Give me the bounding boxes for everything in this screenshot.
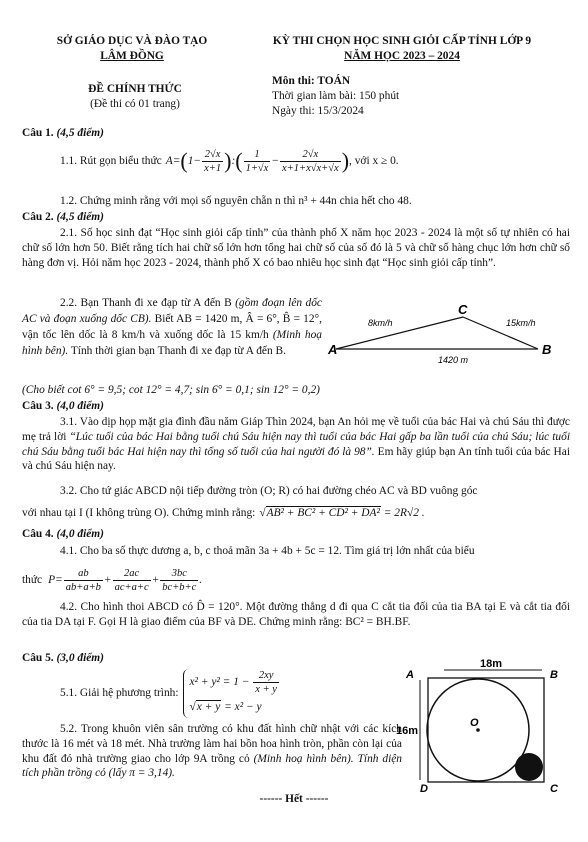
department-name [22, 34, 242, 64]
department-line-2: LÂM ĐỒNG [100, 49, 164, 62]
q2-hint: (Cho biết cot 6° = 9,5; cot 12° = 4,7; sin 6° = 0,1; sin 12° = 0,2) [22, 384, 320, 396]
exam-info [272, 74, 472, 118]
height-label: 16m [396, 725, 419, 737]
q2-part1: 2.1. Số học sinh đạt “Học sinh giỏi cấp tỉnh” của thành phố X năm học 2023 - 2024 là một số tự nhiên có hai chữ số lớn hơn 50. Biết rằng tích hai chữ số lớn hơn tổng hai chữ số của số đó là 5 và chữ số hàng chục lớn hơn chữ số hàng đơn vị. Hỏi năm học 2023 - 2024, thành phố X có bao nhiêu học sinh đạt “Học sinh giỏi cấp tỉnh”. [22, 227, 570, 269]
q2-part2: 2.2. Bạn Thanh đi xe đạp từ A đến B (gồm đoạn lên dốc AC và đoạn xuống dốc CB). Biết AB = 1420 m, Â = 6°, B̂ = 12°, vận tốc lên dốc là 8 km/h và xuống dốc là 15 km/h (Minh hoạ hình bên). Tính thời gian bạn Thanh đi xe đạp từ A đến B. [22, 297, 322, 357]
q4-heading: Câu 4. (4,0 điểm) [22, 528, 104, 540]
label-D2: D [420, 783, 428, 795]
q4-part2: 4.2. Cho hình thoi ABCD có D̂ = 120°. Một đường thẳng d đi qua C cắt tia đối của tia BA tại E và cắt tia đối của tia DA tại F. Gọi H là giao điểm của BF và DE. Chứng minh rằng: BC² = BH.BF. [22, 601, 570, 628]
q4-part1: 4.1. Cho ba số thực dương a, b, c thoả mãn 3a + 4b + 5c = 12. Tìm giá trị lớn nhất của biểu [60, 545, 475, 557]
q4-expression-row: thức P= $\frac{ab}{ab+a+b}$ + $\frac{2ac}{ac+a+c}$ + $\frac{3bc}{bc+b+c}$ . [22, 567, 203, 593]
label-B2: B [550, 669, 558, 681]
label-C2: C [550, 783, 558, 795]
end-mark: ------ Hết ------ [259, 793, 329, 805]
subject: Môn thi: TOÁN [272, 75, 351, 87]
label-A2: A [406, 669, 414, 681]
speed-down: 15km/h [506, 318, 536, 328]
q5-system: x² + y² = 1 − $\frac{2xy}{x + y}$ √x + y = x² − y [183, 669, 280, 718]
pages-note: (Đề thi có 01 trang) [90, 97, 180, 110]
small-flowerbed [515, 753, 543, 781]
slope-figure [328, 304, 568, 370]
q3-part2: 3.2. Cho tứ giác ABCD nội tiếp đường tròn (O; R) có hai đường chéo AC và BD vuông góc [60, 485, 478, 497]
garden-figure [396, 658, 564, 800]
q1-part2: 1.2. Chứng minh rằng với mọi số nguyên chẵn n thì n³ + 44n chia hết cho 48. [60, 195, 412, 207]
q4-expression: P= $\frac{ab}{ab+a+b}$ + $\frac{2ac}{ac+a+c}$ + $\frac{3bc}{bc+b+c}$ . [48, 567, 203, 593]
q1-part1-label: 1.1. Rút gọn biểu thức [60, 154, 162, 167]
q1-part1 [60, 144, 560, 178]
label-C: C [458, 302, 468, 317]
q3-identity: √AB² + BC² + CD² + DA² = 2R√2 . [259, 506, 425, 519]
q5-part1: 5.1. Giải hệ phương trình: x² + y² = 1 − $\frac{2xy}{x + y}$ √x + y = x² − y [60, 668, 400, 718]
exam-title [232, 34, 572, 64]
official-label: ĐỀ CHÍNH THỨC [88, 83, 182, 95]
label-B: B [542, 342, 552, 357]
label-A: A [328, 342, 338, 357]
q5-part2: 5.2. Trong khuôn viên sân trường có khu đất hình chữ nhật với các kích thước là 16 mét và 18 mét. Nhà trường làm hai bồn hoa hình tròn, phần còn lại của khu đất đó nhà trường giao cho lớp 9A trồng cỏ (Minh hoạ hình bên). Tính diện tích phần trồng cỏ (lấy π = 3,14). [22, 723, 402, 780]
q3-part1: 3.1. Vào dịp họp mặt gia đình đầu năm Giáp Thìn 2024, bạn An hỏi mẹ về tuổi của bác Hai và chú Sáu thì được mẹ trả lời “Lúc tuổi của bác Hai bằng tuổi chú Sáu hiện nay thì tuổi của bác Hai gấp ba lần tuổi của chú Sáu; lúc tuổi chú Sáu bằng tuổi bác Hai hiện nay thì tổng số tuổi của hai người đó là 98”. Em hãy giúp bạn An tính tuổi của bác Hai và chú Sáu hiện nay. [22, 416, 570, 473]
q3-part2-cont: với nhau tại I (I không trùng O). Chứng minh rằng: √AB² + BC² + CD² + DA² = 2R√2 . [22, 506, 425, 519]
exam-title-line-2: NĂM HỌC 2023 – 2024 [344, 49, 460, 62]
width-label: 18m [480, 658, 503, 670]
exam-date: Ngày thi: 15/3/2024 [272, 104, 364, 117]
official-block [50, 82, 220, 112]
q5-heading: Câu 5. (3,0 điểm) [22, 652, 104, 664]
base-length: 1420 m [438, 355, 469, 365]
q2-heading: Câu 2. (4,5 điểm) [22, 211, 104, 223]
q1-condition: , với x ≥ 0. [349, 154, 399, 167]
q1-expression: A=(1− $\frac{2√x}{x+1}$ ):( $\frac{1}{1+√x}$ − $\frac{2√x}{x+1+x√x+√x}$ ) [165, 147, 350, 174]
speed-up: 8km/h [368, 318, 393, 328]
exam-title-line-1: KỲ THI CHỌN HỌC SINH GIỎI CẤP TỈNH LỚP 9 [272, 35, 532, 47]
q1-heading: Câu 1. (4,5 điểm) [22, 127, 104, 139]
q3-heading: Câu 3. (4,0 điểm) [22, 400, 104, 412]
department-line-1: SỞ GIÁO DỤC VÀ ĐÀO TẠO [56, 35, 208, 47]
label-O: O [470, 717, 479, 729]
duration: Thời gian làm bài: 150 phút [272, 89, 400, 102]
